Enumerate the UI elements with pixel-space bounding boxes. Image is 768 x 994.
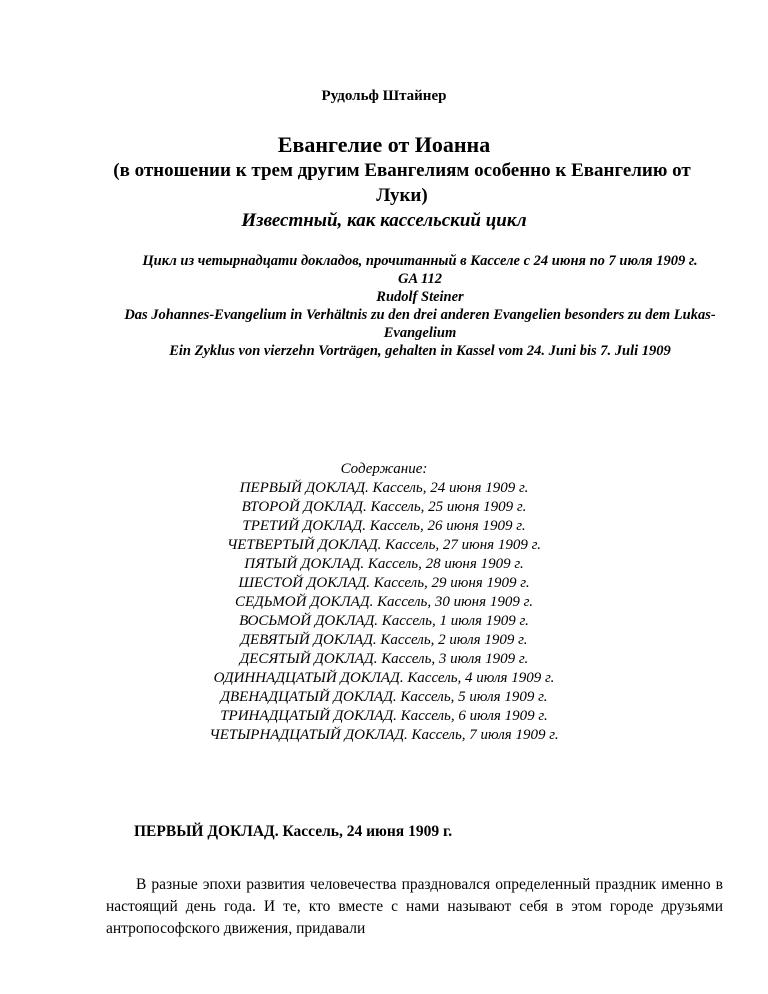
author-name-de: Rudolf Steiner (376, 289, 464, 305)
toc-item[interactable]: ОДИННАДЦАТЫЙ ДОКЛАД. Кассель, 4 июля 1909 г. (213, 670, 555, 686)
toc-item[interactable]: ПЯТЫЙ ДОКЛАД. Кассель, 28 июня 1909 г. (244, 556, 524, 572)
body-paragraph: В разные эпохи развития человечества праздновался определенный праздник именно в настоящий день года. И те, кто вместе с нами называют себя в этом городе друзьями антропософского движения, придавали (106, 875, 723, 937)
toc-item[interactable]: ЧЕТЫРНАДЦАТЫЙ ДОКЛАД. Кассель, 7 июля 1909 г. (209, 727, 559, 743)
toc-item[interactable]: ВТОРОЙ ДОКЛАД. Кассель, 25 июня 1909 г. (241, 499, 527, 515)
document-title: Евангелие от Иоанна (277, 132, 491, 157)
author-name: Рудольф Штайнер (321, 88, 447, 104)
cycle-description: Цикл из четырнадцати докладов, прочитанный в Касселе с 24 июня по 7 июля 1909 г. (142, 253, 698, 269)
document-subtitle: (в отношении к трем другим Евангелиям особенно к Евангелию от Луки) (113, 160, 691, 206)
toc-item[interactable]: ПЕРВЫЙ ДОКЛАД. Кассель, 24 июня 1909 г. (239, 480, 529, 496)
toc-item[interactable]: ШЕСТОЙ ДОКЛАД. Кассель, 29 июня 1909 г. (238, 575, 530, 591)
toc-item[interactable]: ДЕСЯТЫЙ ДОКЛАД. Кассель, 3 июля 1909 г. (239, 651, 529, 667)
cycle-info (118, 252, 722, 360)
section-heading: ПЕРВЫЙ ДОКЛАД. Кассель, 24 июня 1909 г. (134, 823, 453, 840)
toc-item[interactable]: СЕДЬМОЙ ДОКЛАД. Кассель, 30 июня 1909 г. (235, 594, 533, 610)
ga-number: GA 112 (398, 271, 442, 287)
toc-item[interactable]: ЧЕТВЕРТЫЙ ДОКЛАД. Кассель, 27 июня 1909 г. (226, 537, 542, 553)
title-de: Das Johannes-Evangelium in Verhältnis zu den drei anderen Evangelien besonders zu dem Lukas-Evangelium (124, 307, 716, 341)
toc-item[interactable]: ТРЕТИЙ ДОКЛАД. Кассель, 26 июня 1909 г. (242, 518, 526, 534)
toc-item[interactable]: ДЕВЯТЫЙ ДОКЛАД. Кассель, 2 июля 1909 г. (240, 632, 528, 648)
toc-item[interactable]: ВОСЬМОЙ ДОКЛАД. Кассель, 1 июля 1909 г. (239, 613, 529, 629)
toc-item[interactable]: ДВЕНАДЦАТЫЙ ДОКЛАД. Кассель, 5 июля 1909 г. (220, 689, 548, 705)
toc-heading: Содержание: (340, 461, 428, 477)
cycle-description-de: Ein Zyklus von vierzehn Vorträgen, gehalten in Kassel vom 24. Juni bis 7. Juli 1909 (169, 343, 671, 359)
cycle-name: Известный, как кассельский цикл (241, 210, 527, 231)
toc-item[interactable]: ТРИНАДЦАТЫЙ ДОКЛАД. Кассель, 6 июля 1909 г. (220, 708, 548, 724)
